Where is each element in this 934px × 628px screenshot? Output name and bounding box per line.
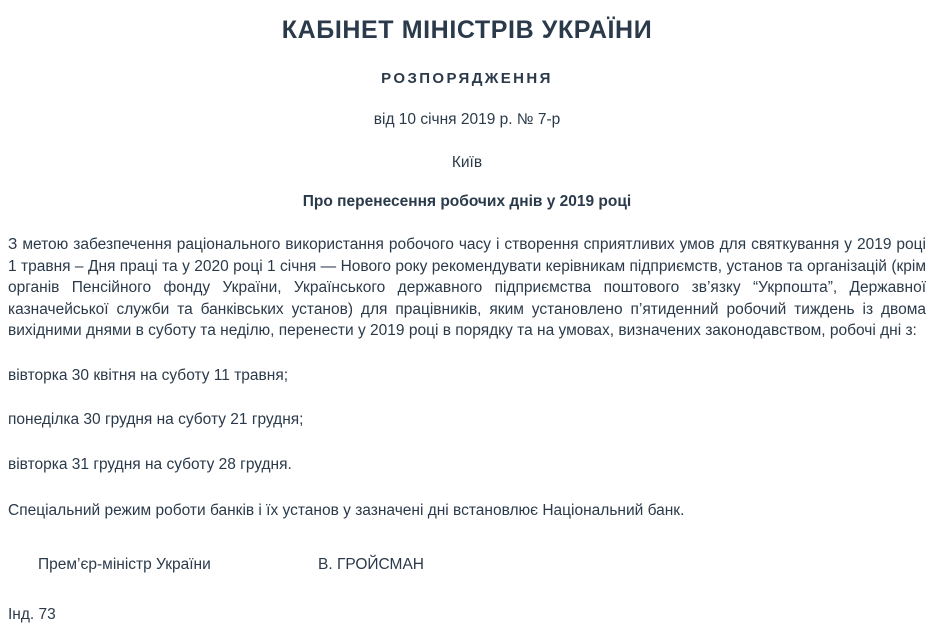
list-item: вівторка 31 грудня на суботу 28 грудня. (8, 455, 292, 473)
signatory-name: В. ГРОЙСМАН (318, 555, 425, 573)
intro-paragraph: З метою забезпечення раціонального використання робочого часу і створення сприятливих умов для святкування у 2019 році 1 травня – Дня праці та у 2020 році 1 січня — Нового року рекомендувати керівникам підприємств, установ та організацій (крім органів Пенсійного фонду України, Українського державного підприємства поштового зв’язку “Укрпошта”, Державної казначейської служби та банківських установ) для працівників, яким установлено п’ятиденний робочий тиждень із двома вихідними днями в суботу та неділю, перенести у 2019 році в порядку та на умовах, визначених законодавством, робочі дні з: (8, 236, 926, 340)
signatory-role: Прем’єр-міністр України (38, 555, 211, 573)
signature-block (8, 522, 926, 574)
document-type-heading: РОЗПОРЯДЖЕННЯ (381, 69, 553, 87)
document-body (8, 210, 926, 522)
closing-paragraph: Спеціальний режим роботи банків і їх установ у зазначені дні встановлює Національний банк. (8, 502, 685, 520)
list-item: понеділка 30 грудня на суботу 21 грудня; (8, 411, 304, 429)
document-city: Київ (451, 154, 483, 172)
footer-index: Інд. 73 (8, 605, 56, 623)
document-subject: Про перенесення робочих днів у 2019 році (302, 193, 632, 211)
document-date-number: від 10 січня 2019 р. № 7-р (373, 111, 561, 128)
page-title: КАБІНЕТ МІНІСТРІВ УКРАЇНИ (281, 16, 653, 44)
list-item: вівторка 30 квітня на суботу 11 травня; (8, 366, 289, 384)
